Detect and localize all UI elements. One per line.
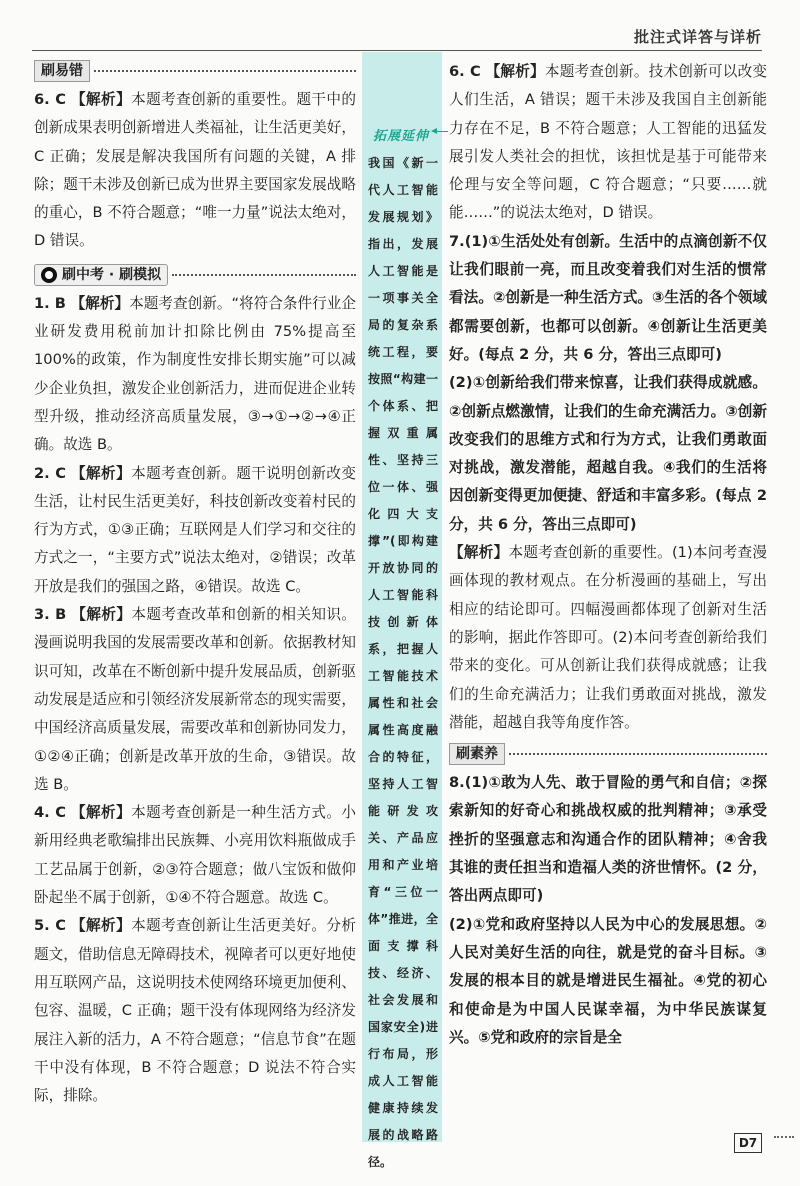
section-divider (94, 70, 356, 72)
section-header-shuayicuo (34, 58, 356, 84)
section-header-suyang (449, 741, 767, 767)
brush-icon (41, 267, 57, 283)
section-divider (509, 753, 767, 755)
sidebar-title: 拓展延伸 (373, 129, 430, 144)
page-dots (774, 1136, 794, 1138)
header-rule (32, 50, 762, 51)
sidebar-text: 我国《新一代人工智能发展规划》指出，发展人工智能是一项事关全局的复杂系统工程，要按照“构建一个体系、把握双重属性、坚持三位一体、强化四大支撑”(即构建开放协同的人工智能科技创新体系，把握人工智能技术属性和社会属性高度融合的特征，坚持人工智能研发攻关、产品应用和产业培育“三位一体”推进，全面支撑科技、经济、社会发展和国家安全)进行布局，形成人工智能健康持续发展的战略路径。 (368, 156, 438, 1169)
answer-7-part2: (2)①创新给我们带来惊喜，让我们获得成就感。②创新点燃激情，让我们的生命充满活力。③创新改变我们的思维方式和行为方式，让我们勇敢面对挑战，激发潜能，超越自我。④我们的生活将因创新变得更加便捷、舒适和丰富多彩。(每点 2 分，共 6 分，答出三点即可) (449, 374, 767, 533)
section-divider (172, 274, 356, 276)
answer-7-analysis: 【解析】本题考查创新的重要性。(1)本问考查漫画体现的教材观点。在分析漫画的基础上，写出相应的结论即可。四幅漫画都体现了创新对生活的影响，据此作答即可。(2)本问考查创新给我们带来的变化。可从创新让我们获得成就感；让我们的生命充满活力；让我们勇敢面对挑战，激发潜能，超越自我等角度作答。 (449, 544, 767, 731)
answer-3: 3. B 【解析】本题考查改革和创新的相关知识。漫画说明我国的发展需要改革和创新。依据教材知识可知，改革在不断创新中提升发展品质，创新驱动发展是适应和引领经济发展新常态的现实需要，中国经济高质量发展，需要改革和创新协同发力，①②④正确；创新是改革开放的生命，③错误。故选 B。 (34, 606, 356, 793)
header-title: 批注式详答与详析 (633, 28, 762, 46)
answer-8-part1: 8.(1)①敢为人先、敢于冒险的勇气和自信；②探索新知的好奇心和挑战权威的批判精神；③承受挫折的坚强意志和沟通合作的团队精神；④舍我其谁的责任担当和造福人类的济世情怀。(2 分，答出两点即可) (449, 774, 767, 905)
answer-7-part1: 7.(1)①生活处处有创新。生活中的点滴创新不仅让我们眼前一亮，而且改变着我们对生活的惯常看法。②创新是一种生活方式。③生活的各个领域都需要创新，也都可以创新。④创新让生活更美好。(每点 2 分，共 6 分，答出三点即可) (449, 232, 767, 363)
left-column (34, 58, 356, 1110)
answer-4: 4. C 【解析】本题考查创新是一种生活方式。小新用经典老歌编排出民族舞、小亮用饮料瓶做成手工艺品属于创新，②③符合题意；做八宝饭和做仰卧起坐不属于创新，①④不符合题意。故选 C。 (34, 804, 356, 907)
section-label: 刷素养 (449, 743, 505, 765)
answer-2: 2. C 【解析】本题考查创新。题干说明创新改变生活，让村民生活更美好，科技创新改变着村民的行为方式，①③正确；互联网是人们学习和交往的方式之一，“主要方式”说法太绝对，②错误；改革开放是我们的强国之路，④错误。故选 C。 (34, 464, 356, 595)
pointer-arrow-icon (436, 131, 448, 132)
section-label: 刷中考 · 刷模拟 (34, 264, 168, 286)
answer-6: 6. C 【解析】本题考查创新的重要性。题干中的创新成果表明创新增进人类福祉，让生活更美好，C 正确；发展是解决我国所有问题的关键，A 排除；题干未涉及创新已成为世界主要国家发展战略的重心，B 不符合题意；“唯一力量”说法太绝对，D 错误。 (34, 91, 356, 250)
answer-5: 5. C 【解析】本题考查创新让生活更美好。分析题文，借助信息无障碍技术，视障者可以更好地使用互联网产品，这说明技术使网络环境更加便利、包容、温暖，C 正确；题干没有体现网络为经济发展注入新的活力，A 不符合题意；“信息节食”在题干中没有体现，B 不符合题意；D 说法不符合实际，排除。 (34, 917, 356, 1105)
page-number: D7 (734, 1133, 762, 1153)
section-label: 刷易错 (34, 60, 90, 82)
answer-6-right: 6. C 【解析】本题考查创新。技术创新可以改变人们生活，A 错误；题干未涉及我国自主创新能力存在不足，B 不符合题意；人工智能的迅猛发展引发人类社会的担忧，该担忧是基于可能带来伦理与安全等问题，C 符合题意；“只要……就能……”的说法太绝对，D 错误。 (449, 63, 767, 222)
right-column (449, 58, 767, 1052)
extension-sidebar (362, 52, 442, 1169)
answer-1: 1. B 【解析】本题考查创新。“将符合条件行业企业研发费用税前加计扣除比例由 75%提高至 100%的政策，作为制度性安排长期实施”可以减少企业负担，激发企业创新活力，进而促进企业转型升级，推动经济高质量发展，③→①→②→④正确。故选 B。 (34, 294, 357, 454)
answer-8-part2: (2)①党和政府坚持以人民为中心的发展思想。②人民对美好生活的向往，就是党的奋斗目标。③发展的根本目的就是增进民生福祉。④党的初心和使命是为中国人民谋幸福，为中华民族谋复兴。⑤党和政府的宗旨是全 (449, 915, 767, 1046)
section-header-zhongkao (34, 262, 356, 288)
